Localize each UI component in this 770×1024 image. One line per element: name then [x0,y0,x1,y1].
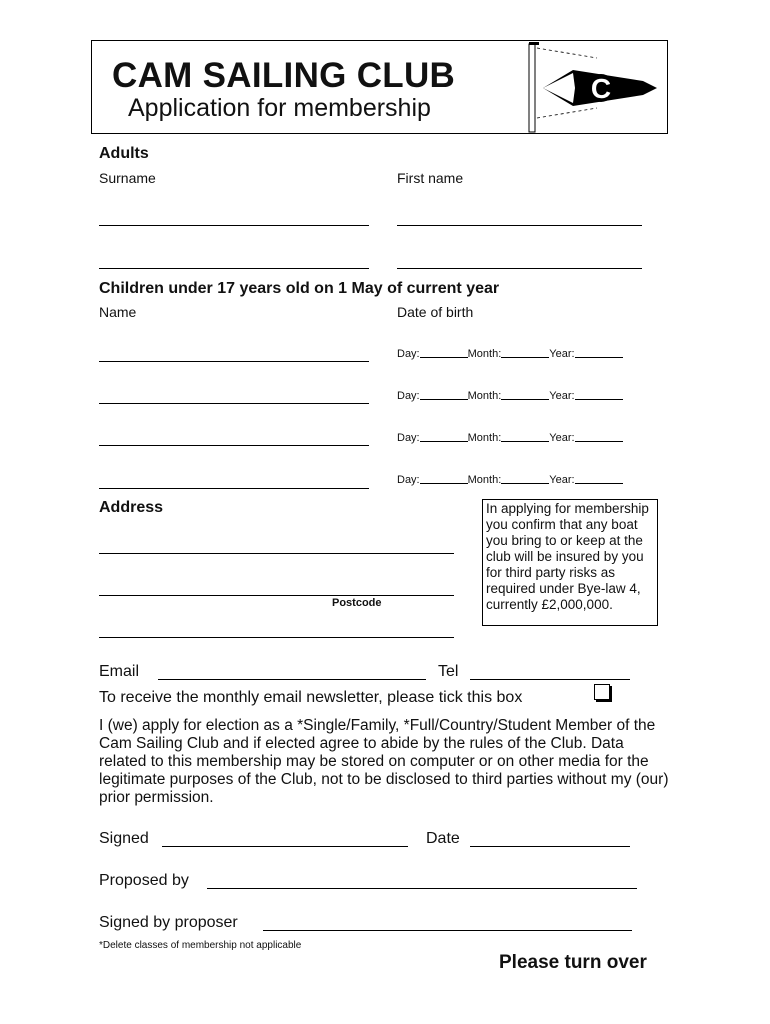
date-label: Date [426,830,460,847]
address-field-2[interactable] [99,595,454,596]
child-dob-field-3[interactable] [397,432,623,444]
tel-field[interactable] [470,679,630,680]
year-label: Year: [549,474,575,486]
date-of-birth-label: Date of birth [397,304,474,320]
year-label: Year: [549,390,575,402]
form-subtitle: Application for membership [128,94,431,122]
child-name-label: Name [99,304,137,320]
signed-label: Signed [99,830,149,847]
signed-by-proposer-label: Signed by proposer [99,914,238,931]
child-name-field-2[interactable] [99,403,369,404]
children-heading: Children under 17 years old on 1 May of current year [99,280,500,297]
adults-heading: Adults [99,145,149,162]
first-name-field-1[interactable] [397,225,642,226]
month-label: Month: [467,432,502,444]
flag-letter: C [590,73,612,104]
month-label: Month: [467,348,502,360]
child-name-field-1[interactable] [99,361,369,362]
tel-label: Tel [438,663,459,680]
declaration-text: I (we) apply for election as a *Single/Family, *Full/Country/Student Member of the Cam Sailing Club and if elected agree to abide by the rules of the Club. Data related to this membership may be stored on computer or on other media for the legitimate purposes of the Club, not to be disclosed to third parties without my (our) prior permission. [99,717,669,806]
date-field[interactable] [470,846,630,847]
newsletter-text: To receive the monthly email newsletter, please tick this box [99,689,523,706]
surname-field-1[interactable] [99,225,369,226]
first-name-label: First name [397,170,464,186]
surname-field-2[interactable] [99,268,369,269]
postcode-label: Postcode [332,597,382,609]
address-heading: Address [99,499,164,516]
month-label: Month: [467,390,502,402]
surname-label: Surname [99,170,156,186]
signed-field[interactable] [162,846,408,847]
proposed-by-label: Proposed by [99,872,189,889]
day-label: Day: [397,432,420,444]
child-dob-field-2[interactable] [397,390,623,402]
club-title: CAM SAILING CLUB [112,56,456,95]
year-label: Year: [549,348,575,360]
day-label: Day: [397,474,420,486]
insurance-notice: In applying for membership you confirm that any boat you bring to or keep at the club will be insured by you for third party risks as required under Bye-law 4, currently £2,000,000. [482,499,658,626]
please-turn-over: Please turn over [499,952,647,973]
address-field-3[interactable] [99,637,454,638]
footnote: *Delete classes of membership not applicable [99,940,302,951]
day-label: Day: [397,348,420,360]
first-name-field-2[interactable] [397,268,642,269]
child-dob-field-1[interactable] [397,348,623,360]
address-field-1[interactable] [99,553,454,554]
day-label: Day: [397,390,420,402]
signed-by-proposer-field[interactable] [263,930,632,931]
newsletter-checkbox[interactable] [594,684,610,700]
proposed-by-field[interactable] [207,888,637,889]
year-label: Year: [549,432,575,444]
month-label: Month: [467,474,502,486]
child-name-field-3[interactable] [99,445,369,446]
child-dob-field-4[interactable] [397,474,623,486]
email-field[interactable] [158,679,426,680]
email-label: Email [99,663,140,680]
club-burgee-icon [525,42,665,134]
child-name-field-4[interactable] [99,488,369,489]
